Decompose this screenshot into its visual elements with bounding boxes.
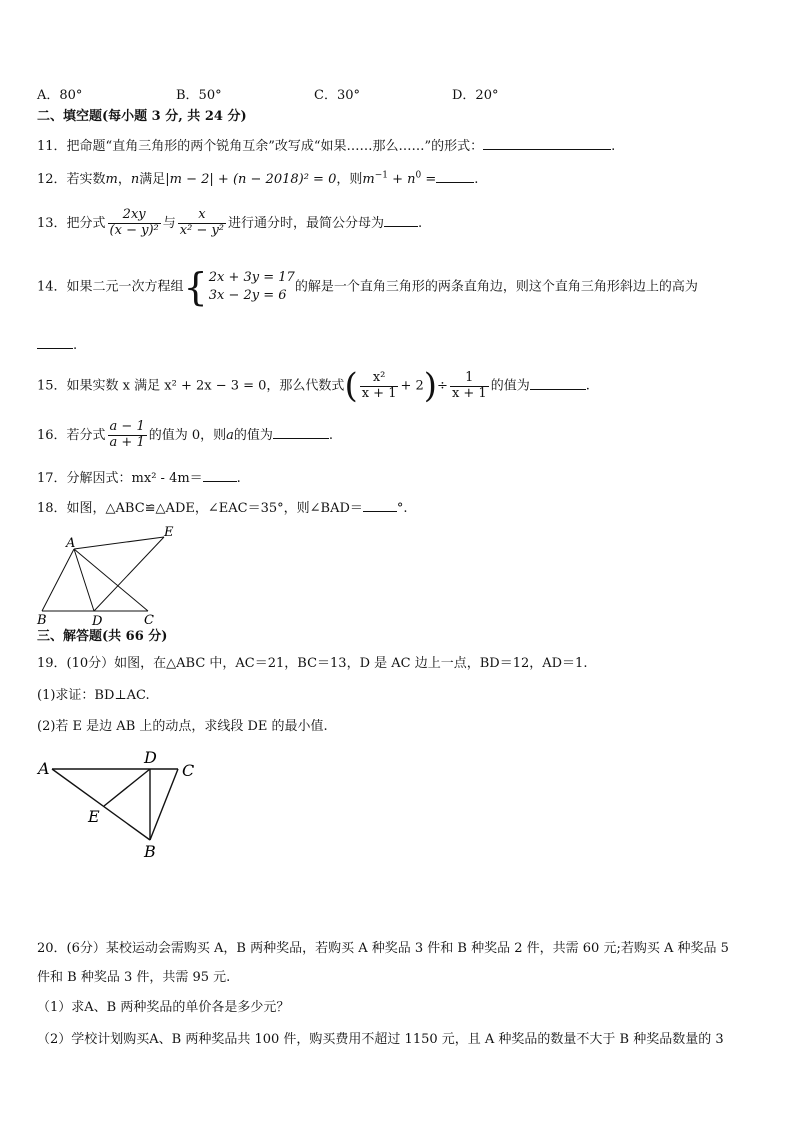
q16-text: 16．若分式	[37, 427, 106, 443]
q15-mid: 的值为	[490, 378, 530, 394]
section-title-fill-in: 二、填空题(每小题 3 分, 共 24 分)	[37, 109, 247, 124]
q13-text: 13．把分式	[37, 215, 106, 231]
fig18-seg-ae	[74, 537, 164, 549]
q20-part-2: （2）学校计划购买A、B 两种奖品共 100 件，购买费用不超过 1150 元，且 A 种奖品的数量不大于 B 种奖品数量的 3	[37, 1032, 724, 1047]
question-13	[37, 208, 422, 239]
q12-expr-m: m	[362, 172, 375, 187]
q11-blank[interactable]	[483, 136, 611, 150]
q12-then: ，则	[336, 172, 363, 187]
fig18-seg-ab	[42, 549, 74, 611]
q13-blank[interactable]	[384, 213, 418, 227]
q15-paren-left: (	[344, 366, 358, 406]
fig18-label-d: D	[92, 614, 103, 628]
q15-paren-right: )	[423, 366, 438, 406]
q13-f1-num: 2xy	[122, 207, 146, 222]
q15-div: ÷	[437, 378, 448, 394]
q19-stem: 19．(10分）如图，在△ABC 中，AC＝21，BC＝13，D 是 AC 边上一点，BD＝12，AD＝1.	[37, 656, 588, 671]
q15-f1-den: x + 1	[361, 385, 397, 401]
q15-plus2: + 2	[400, 378, 424, 394]
q20-part-1: （1）求A、B 两种奖品的单价各是多少元？	[37, 1000, 290, 1015]
q13-mid: 进行通分时，最简公分母为	[228, 215, 385, 231]
q13-f1-den: (x − y)²	[109, 222, 159, 238]
fig19-label-d: D	[144, 748, 157, 767]
q13-suffix: .	[418, 215, 423, 231]
q12-exp-m: −1	[374, 170, 388, 181]
fig18-label-c: C	[144, 613, 154, 628]
q15-fraction-1	[360, 371, 399, 402]
q12-condition: |m − 2| + (n − 2018)² = 0	[165, 172, 337, 187]
question-14	[37, 265, 698, 309]
q17-suffix: .	[236, 471, 241, 486]
question-11	[37, 136, 615, 156]
q13-fraction-1	[108, 208, 161, 239]
option-d: D．20°	[452, 88, 499, 103]
q15-text: 15．如果实数 x 满足 x² + 2x − 3 = 0，那么代数式	[37, 378, 345, 394]
q15-blank[interactable]	[530, 376, 586, 390]
q18-suffix: °.	[396, 501, 408, 516]
fig19-seg-de	[104, 769, 150, 806]
q13-f2-num: x	[198, 207, 206, 222]
q15-f2-den: x + 1	[451, 385, 487, 401]
q12-eq: =	[421, 172, 437, 187]
q13-fraction-2	[178, 208, 226, 239]
q14-brace: {	[183, 265, 208, 309]
q14-text: 14．如果二元一次方程组	[37, 279, 184, 295]
q16-mid: 的值为 0，则	[148, 427, 227, 443]
q12-var-m: m	[105, 172, 118, 187]
q11-text: 11．把命题“直角三角形的两个锐角互余”改写成“如果……那么……”的形式：	[37, 139, 484, 154]
q12-expr-n: n	[407, 172, 416, 187]
option-c: C．30°	[314, 88, 360, 103]
q18-text: 18．如图，△ABC≌△ADE，∠EAC＝35°，则∠BAD＝	[37, 501, 363, 516]
q16-blank[interactable]	[273, 425, 329, 439]
q14-eq1: 2x + 3y = 17	[208, 270, 295, 286]
q16-var: a	[226, 427, 234, 443]
q16-mid2: 的值为	[233, 427, 273, 443]
q12-sep: ，	[117, 172, 131, 187]
q14-suffix: .	[73, 338, 78, 353]
q16-f-den: a + 1	[109, 434, 145, 450]
q12-blank[interactable]	[436, 169, 474, 183]
fig18-label-a: A	[66, 536, 76, 551]
q17-blank[interactable]	[203, 468, 237, 482]
q16-suffix: .	[328, 427, 334, 443]
fig18-label-e: E	[164, 525, 174, 540]
q20-line-1: 20．(6分）某校运动会需购买 A，B 两种奖品，若购买 A 种奖品 3 件和 B 种奖品 2 件，共需 60 元;若购买 A 种奖品 5	[37, 941, 729, 956]
fig18-seg-ad	[74, 549, 94, 611]
figure-19	[34, 748, 204, 864]
q12-plus: +	[387, 172, 408, 187]
q20-line-2: 件和 B 种奖品 3 件，共需 95 元.	[37, 970, 231, 985]
q18-blank[interactable]	[363, 498, 397, 512]
option-b: B．50°	[176, 88, 222, 103]
fig19-label-e: E	[88, 807, 100, 826]
fig19-label-a: A	[38, 759, 50, 778]
question-16	[37, 420, 333, 451]
q14-mid: 的解是一个直角三角形的两条直角边，则这个直角三角形斜边上的高为	[294, 279, 698, 295]
q15-fraction-2	[450, 371, 489, 402]
q15-suffix: .	[585, 378, 590, 394]
q12-exp-n: 0	[415, 170, 422, 181]
q14-eq2: 3x − 2y = 6	[208, 288, 287, 303]
q17-text: 17．分解因式：mx² - 4m＝	[37, 471, 203, 486]
q19-part-2: (2)若 E 是边 AB 上的动点，求线段 DE 的最小值.	[37, 719, 328, 734]
option-a: A．80°	[37, 88, 83, 103]
question-14-cont	[37, 335, 77, 355]
section-title-solutions: 三、解答题(共 66 分)	[37, 629, 168, 644]
q15-f1-num: x²	[372, 369, 386, 385]
q14-equation-system	[183, 265, 295, 309]
q12-text: 12．若实数	[37, 172, 106, 187]
fig18-seg-ac	[74, 549, 148, 611]
question-18	[37, 498, 408, 518]
q19-part-1: (1)求证：BD⊥AC.	[37, 688, 150, 703]
q16-fraction	[108, 420, 147, 451]
figure-18	[34, 524, 184, 628]
q13-and: 与	[162, 215, 176, 231]
q14-blank[interactable]	[37, 335, 73, 349]
q12-suffix: .	[474, 172, 479, 187]
q12-var-n: n	[130, 172, 140, 187]
q13-f2-den: x² − y²	[179, 222, 225, 238]
question-12	[37, 169, 478, 189]
question-17	[37, 468, 241, 488]
q16-f-num: a − 1	[109, 419, 145, 434]
fig19-seg-bc	[150, 769, 178, 840]
q12-mid: 满足	[139, 172, 166, 187]
fig19-seg-ab	[52, 769, 150, 840]
fig18-label-b: B	[37, 613, 47, 628]
fig19-label-c: C	[182, 761, 195, 780]
q15-f2-num: 1	[465, 369, 474, 385]
question-15	[37, 364, 590, 408]
fig19-label-b: B	[144, 842, 156, 861]
q11-suffix: .	[611, 139, 616, 154]
